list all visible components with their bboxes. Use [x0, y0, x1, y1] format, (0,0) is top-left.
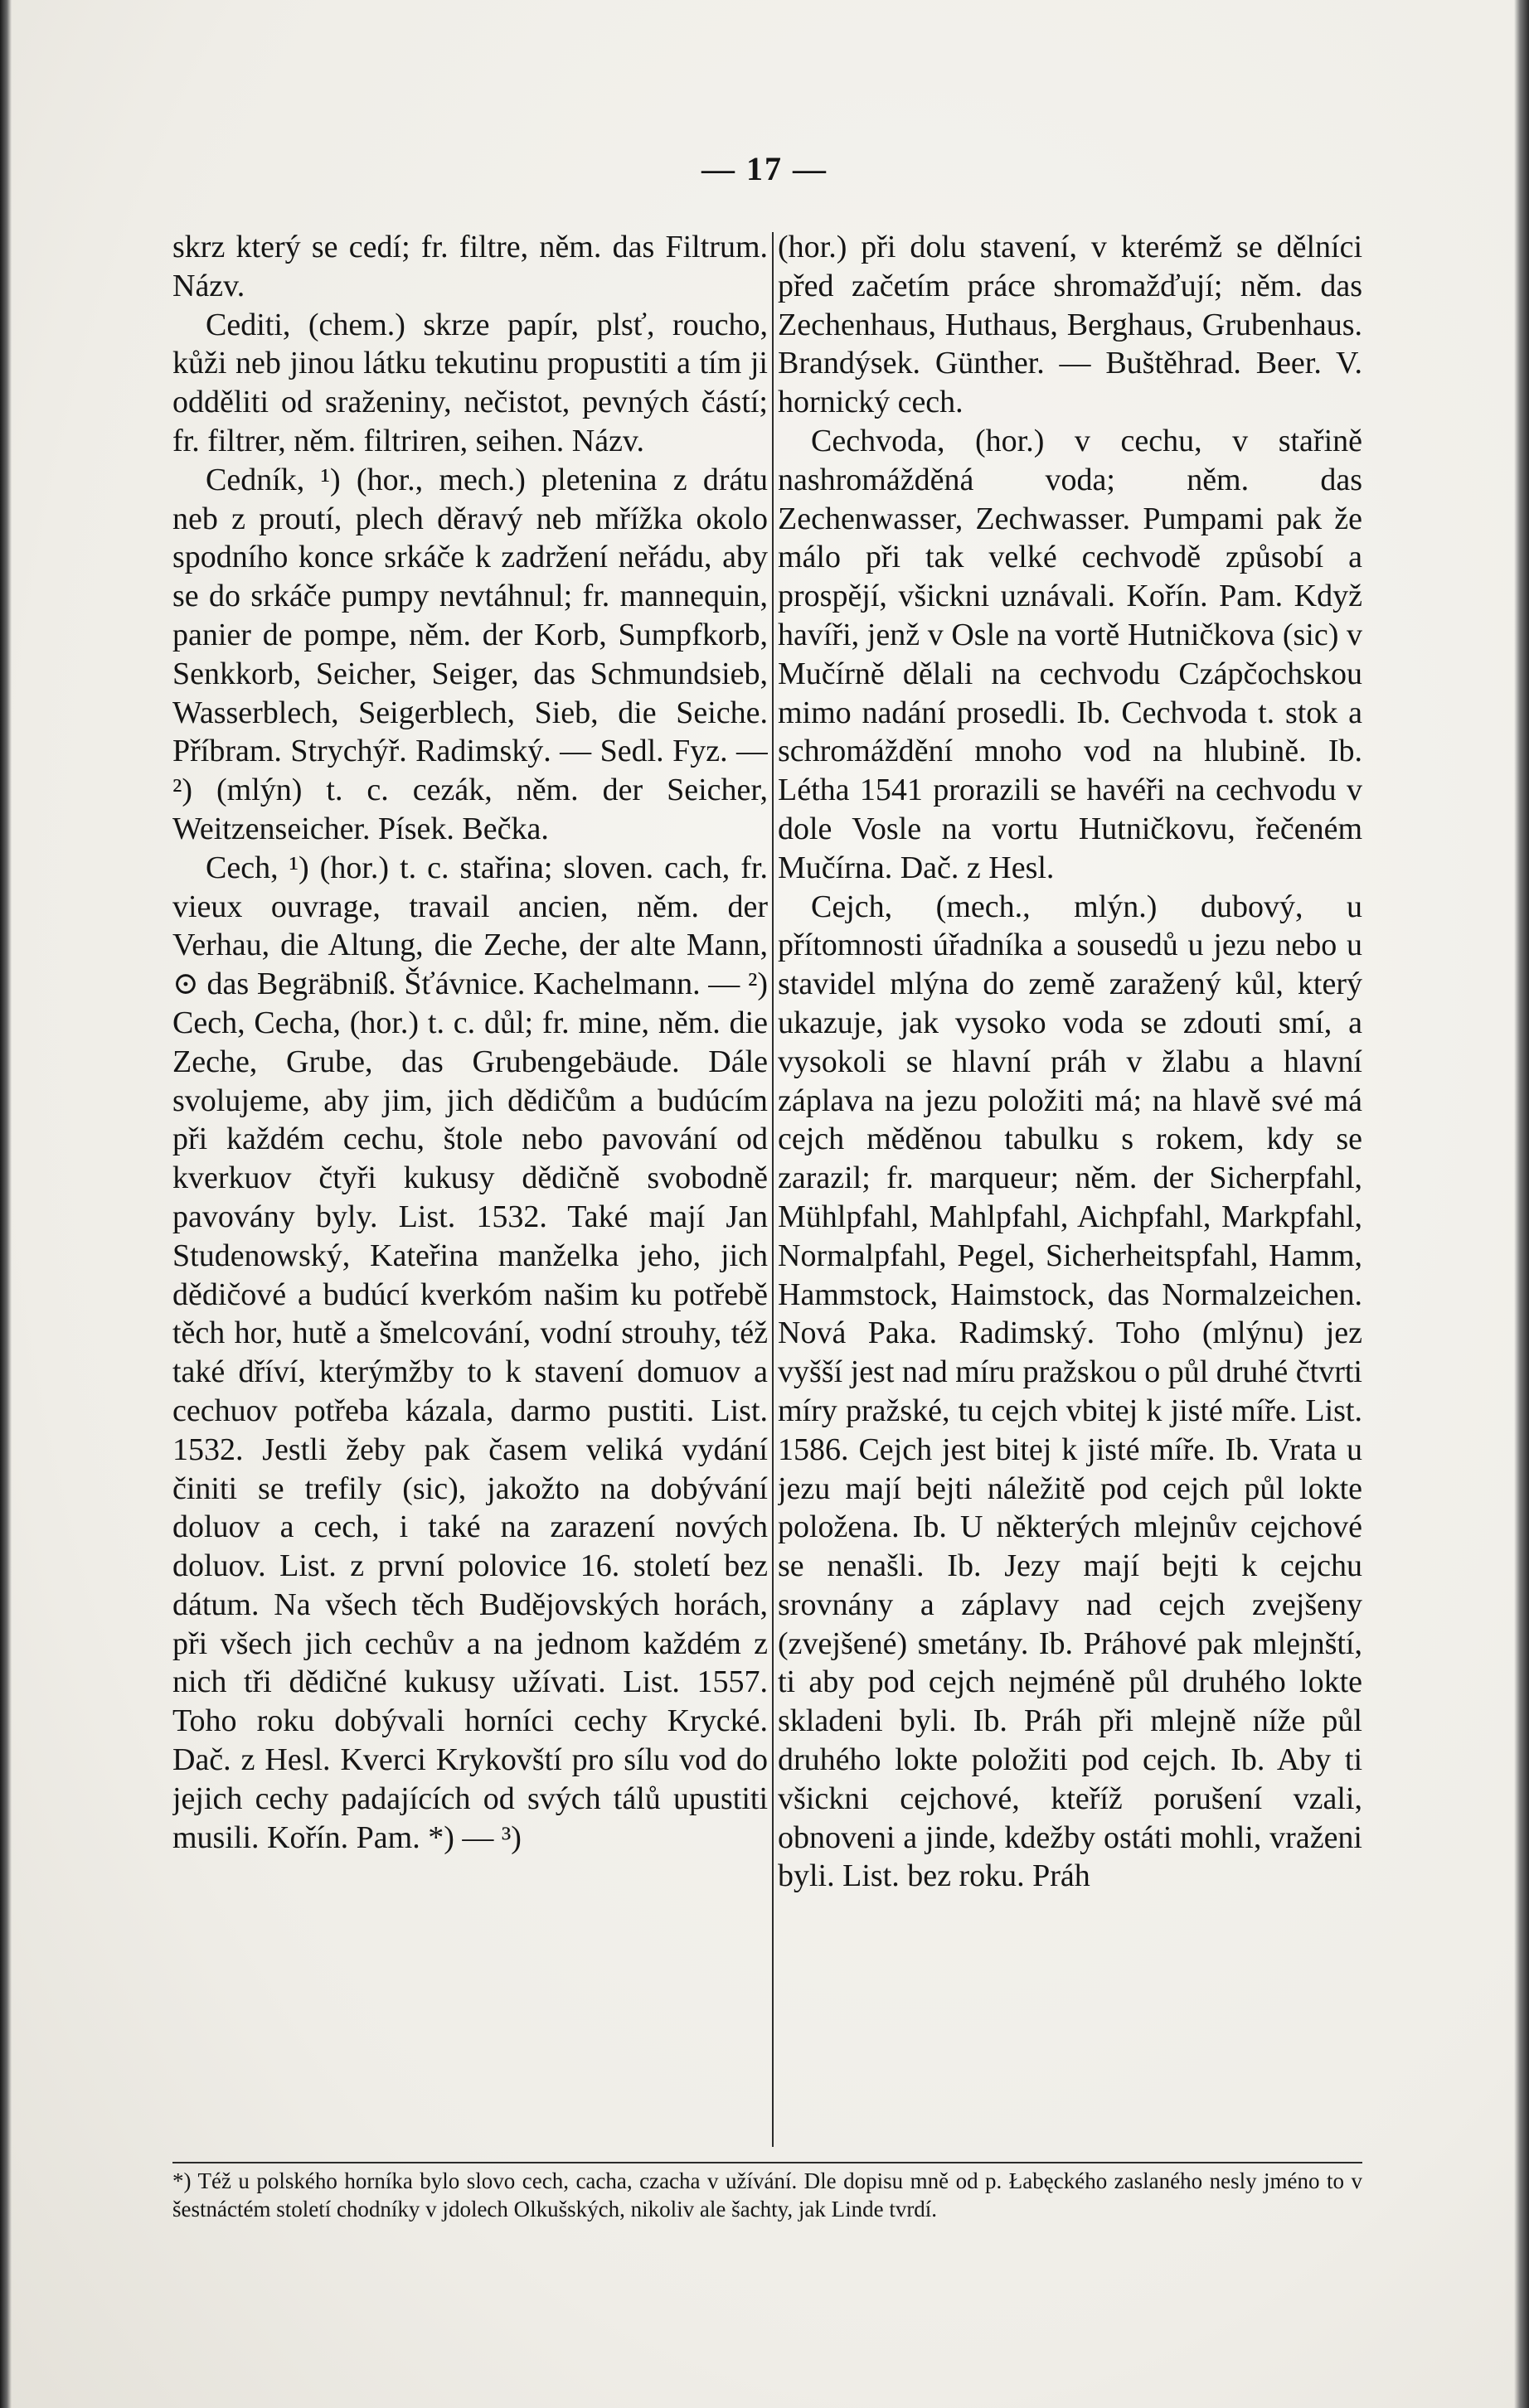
right-entry-continuation: (hor.) při dolu stavení, v kterémž se dělníci před začetím práce shromažďují; něm. das Zechenhaus, Huthaus, Berghaus, Grubenhaus. Brandýsek. Günther. — Buštěhrad. Beer. V. hornický cech. [778, 230, 1362, 420]
page-edge-left [0, 0, 12, 2408]
column-divider [772, 232, 774, 2147]
entry-cechvoda: Cechvoda, (hor.) v cechu, v stařině nashromážděná voda; něm. das Zechenwasser, Zechwasser. Pumpami pak že málo při tak velké cechvodě způsobí a prospějí, všickni uznávali. Kořín. Pam. Když havíři, jenž v Osle na vortě Hutničkova (sic) v Mučírně dělali na cechvodu Czápčochskou mimo nadání prosedli. Ib. Cechvoda t. stok a schromáždění mnoho vod na hlubině. Ib. Létha 1541 prorazili se havéři na cechvodu v dole Vosle na vortu Hutničkovu, řečeném Mučírna. Dač. z Hesl. [778, 423, 1362, 885]
left-column [172, 228, 768, 2151]
entry-cediti: Cediti, (chem.) skrze papír, plsť, roucho, kůži neb jinou látku tekutinu propustiti a tím ji odděliti od sraženiny, nečistot, pevných částí; fr. filtrer, něm. filtriren, seihen. Názv. [172, 307, 768, 458]
entry-cednik: Cedník, ¹) (hor., mech.) pletenina z drátu neb z proutí, plech děravý neb mřížka okolo spodního konce srkáče k zadržení neřádu, aby se do srkáče pumpy nevtáhnul; fr. mannequin, panier de pompe, něm. der Korb, Sumpfkorb, Senkkorb, Seicher, Seiger, das Schmundsieb, Wasserblech, Seigerblech, Sieb, die Seiche. Příbram. Strychýř. Radimský. — Sedl. Fyz. — ²) (mlýn) t. c. cezák, něm. der Seicher, Weitzenseicher. Písek. Bečka. [172, 462, 768, 846]
right-column [778, 228, 1362, 2151]
entry-cech: Cech, ¹) (hor.) t. c. stařina; sloven. cach, fr. vieux ouvrage, travail ancien, něm. der Verhau, die Altung, die Zeche, der alte Mann, ⊙ das Begräbniß. Šťávnice. Kachelmann. — ²) Cech, Cecha, (hor.) t. c. důl; fr. mine, něm. die Zeche, Grube, das Grubengebäude. Dále svolujeme, aby jim, jich dědičům a budúcím při každém cechu, štole nebo pavování od kverkuov čtyři kukusy dědičně svobodně pavovány byly. List. 1532. Také mají Jan Studenowský, Kateřina manželka jeho, jich dědičové a budúcí kverkóm našim ku potřebě těch hor, hutě a šmelcování, vodní strouhy, též také dříví, kterýmžby to k stavení domuov a cechuov potřeba kázala, darmo pustiti. List. 1532. Jestli žeby pak časem veliká vydání činiti se trefily (sic), jakožto na dobývání doluov a cech, i také na zarazení nových doluov. List. z první polovice 16. století bez dátum. Na všech těch Budějovských horách, při všech jich cechův a na jednom každém z nich tři dědičné kukusy užívati. List. 1557. Toho roku dobývali horníci cechy Krycké. Dač. z Hesl. Kverci Krykovští pro sílu vod do jejich cechy padajících od svých tálů upustiti musili. Kořín. Pam. *) — ³) [172, 850, 768, 1855]
footnote: *) Též u polského horníka bylo slovo cech, cacha, czacha v užívání. Dle dopisu mně od p. Łabęckého zaslaného nesly jméno to v šestnáctém století chodníky v jdolech Olkušských, nikoliv ale šachty, jak Linde tvrdí. [172, 2168, 1362, 2221]
left-entry-continuation: skrz který se cedí; fr. filtre, něm. das Filtrum. Názv. [172, 230, 768, 303]
entry-cejch: Cejch, (mech., mlýn.) dubový, u přítomnosti úřadníka a sousedů u jezu nebo u stavidel mlýna do země zaražený kůl, který ukazuje, jak vysoko voda se zdouti smí, a vysokoli se hlavní práh v žlabu a hlavní záplava na jezu položiti má; na hlavě své má cejch měděnou tabulku s rokem, kdy se zarazil; fr. marqueur; něm. der Sicherpfahl, Mühlpfahl, Mahlpfahl, Aichpfahl, Markpfahl, Normalpfahl, Pegel, Sicherheitspfahl, Hamm, Hammstock, Haimstock, das Normalzeichen. Nová Paka. Radimský. Toho (mlýnu) jez vyšší jest nad míru pražskou o půl druhé čtvrti míry pražské, tu cejch vbitej k jisté míře. List. 1586. Cejch jest bitej k jisté míře. Ib. Vrata u jezu mají bejti náležitě pod cejch půl lokte položena. Ib. U některých mlejnův cejchové se nenašli. Ib. Jezy mají bejti k cejchu srovnány a záplavy nad cejch zvejšeny (zvejšené) smetány. Ib. Práhové pak mlejnští, ti aby pod cejch nejméně půl druhého lokte skladeni byli. Ib. Práh při mlejně níže půl druhého lokte položiti pod cejch. Ib. Aby ti všickni cejchové, kteříž porušení vzali, obnoveni a jinde, kdežby ostáti mohli, vraženi byli. List. bez roku. Práh [778, 889, 1362, 1894]
page-number: — 17 — [701, 150, 828, 187]
page-edge-right [1514, 0, 1529, 2408]
footnote-rule [172, 2162, 1362, 2163]
